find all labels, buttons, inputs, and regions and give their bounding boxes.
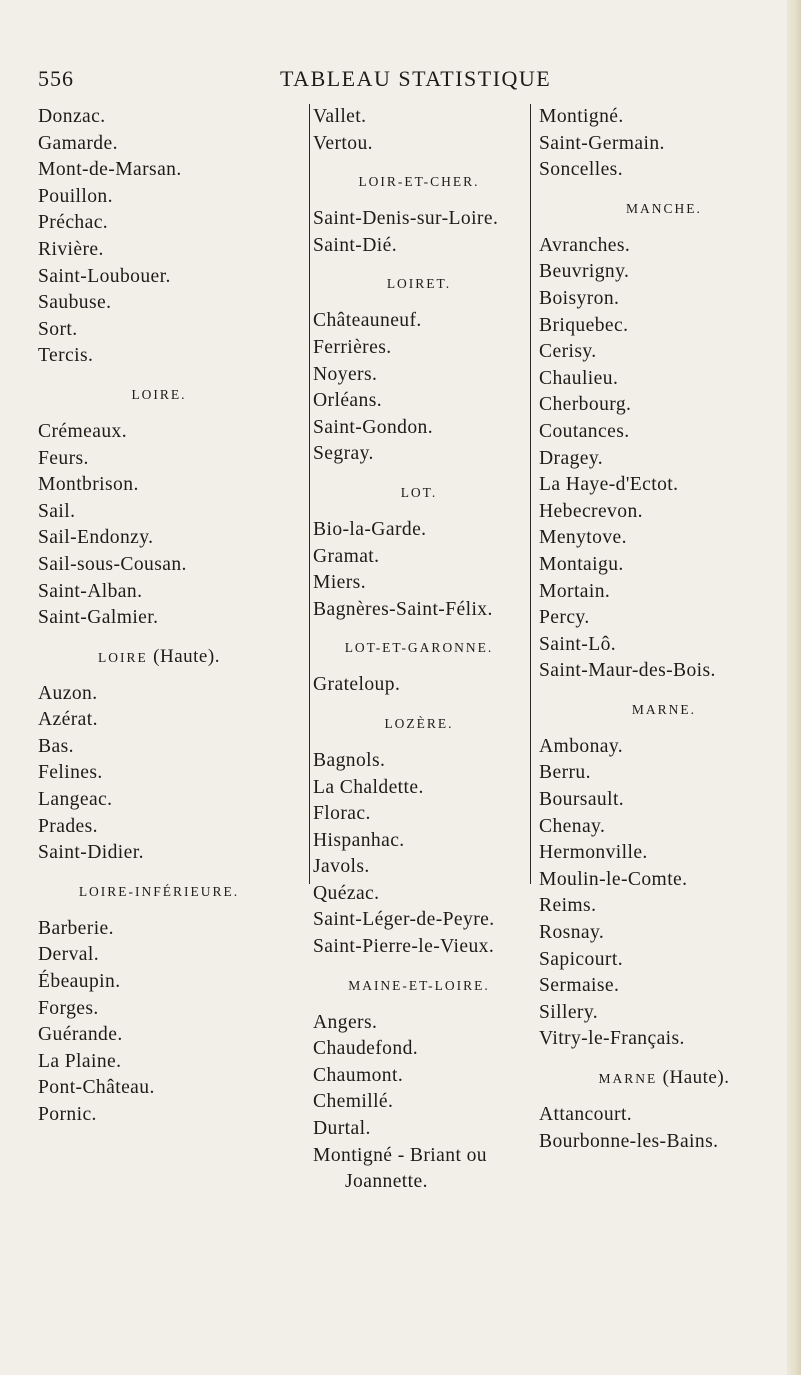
locality-entry: Saint-Dié. — [313, 234, 397, 256]
locality-entry: Ferrières. — [313, 336, 392, 358]
locality-entry: Bourbonne-les-Bains. — [539, 1130, 719, 1152]
locality-entry: La Haye-d'Ectot. — [539, 474, 679, 496]
department-heading — [539, 1053, 789, 1102]
locality-entry: Sapicourt. — [539, 948, 623, 970]
department-heading — [313, 468, 525, 517]
locality-entry: Sillery. — [539, 1001, 599, 1023]
column-2 — [313, 104, 525, 1196]
locality-entry: Orléans. — [313, 390, 383, 412]
locality-entry: Saint-Denis-sur-Loire. — [313, 208, 499, 230]
locality-entry: Gramat. — [313, 545, 380, 567]
locality-entry: Miers. — [313, 572, 367, 594]
locality-entry: Sail-sous-Cousan. — [38, 553, 187, 575]
locality-entry: Segray. — [313, 443, 374, 465]
department-heading — [38, 867, 300, 916]
department-name: LOZÈRE. — [384, 715, 454, 731]
locality-entry: Gamarde. — [38, 132, 118, 154]
locality-entry: Boursault. — [539, 789, 625, 811]
department-name: LOIRE-INFÉRIEURE. — [78, 883, 240, 899]
locality-entry: Montaigu. — [539, 553, 624, 575]
locality-entry: Saint-Maur-des-Bois. — [539, 660, 716, 682]
locality-entry: Tercis. — [38, 345, 94, 367]
locality-entry: La Chaldette. — [313, 776, 424, 798]
locality-entry: Bagnols. — [313, 749, 386, 771]
locality-entry: Soncelles. — [539, 159, 623, 181]
locality-entry: Mont-de-Marsan. — [38, 159, 182, 181]
locality-entry: Briquebec. — [539, 314, 629, 336]
locality-entry: Saint-Galmier. — [38, 607, 159, 629]
locality-entry: Vallet. — [313, 106, 367, 127]
locality-entry: Noyers. — [313, 363, 378, 385]
locality-entry: Rosnay. — [539, 922, 605, 944]
column-rule-left — [309, 104, 310, 884]
locality-entry: Bagnères-Saint-Félix. — [313, 598, 493, 620]
locality-entry: Boisyron. — [539, 287, 620, 309]
locality-entry: Chemillé. — [313, 1091, 394, 1113]
page-number: 556 — [38, 66, 74, 91]
locality-entry: Avranches. — [539, 234, 631, 256]
column-1 — [38, 104, 300, 1129]
locality-entry: Saint-Pierre-le-Vieux. — [313, 936, 495, 958]
column-rule-right — [530, 104, 531, 884]
locality-entry: Pouillon. — [38, 185, 113, 207]
locality-entry: Chenay. — [539, 815, 606, 837]
locality-entry: Bio-la-Garde. — [313, 518, 427, 540]
department-qualifier: (Haute). — [662, 1067, 730, 1088]
locality-entry: Préchac. — [38, 212, 109, 234]
department-name: LOIR-ET-CHER. — [358, 174, 480, 190]
locality-entry: Hispanhac. — [313, 829, 405, 851]
locality-entry: Sail-Endonzy. — [38, 527, 154, 549]
page-edge — [787, 0, 801, 1375]
locality-entry: Vertou. — [313, 132, 373, 154]
locality-entry: Montigné. — [539, 106, 624, 127]
locality-entry: Joannette. — [345, 1171, 428, 1193]
locality-entry: Grateloup. — [313, 674, 401, 696]
locality-entry: Sermaise. — [539, 975, 620, 997]
locality-entry: Saubuse. — [38, 292, 112, 314]
running-title: TABLEAU STATISTIQUE — [280, 66, 552, 91]
department-name: LOIRET. — [386, 276, 452, 292]
locality-entry: Hebecrevon. — [539, 500, 643, 522]
department-heading — [38, 370, 300, 419]
department-qualifier: (Haute). — [153, 645, 220, 667]
locality-entry: Azérat. — [38, 709, 98, 731]
locality-entry: Derval. — [38, 944, 100, 966]
locality-entry: Menytove. — [539, 527, 627, 549]
locality-entry: La Plaine. — [38, 1050, 122, 1072]
locality-entry: Forges. — [38, 997, 99, 1019]
locality-entry: Auzon. — [38, 682, 98, 704]
department-heading — [38, 632, 300, 681]
locality-entry: Bas. — [38, 735, 74, 757]
locality-entry: Barberie. — [38, 917, 114, 939]
locality-entry: Chaudefond. — [313, 1038, 419, 1060]
locality-entry: Saint-Léger-de-Peyre. — [313, 909, 495, 931]
department-heading — [539, 184, 789, 233]
locality-entry: Hermonville. — [539, 842, 648, 864]
locality-entry: Pont-Château. — [38, 1077, 155, 1099]
locality-entry: Rivière. — [38, 238, 104, 260]
locality-entry: Saint-Gondon. — [313, 416, 434, 438]
locality-entry: Montigné - Briant ou — [313, 1144, 487, 1166]
locality-entry: Saint-Didier. — [38, 842, 144, 864]
locality-entry: Cherbourg. — [539, 394, 632, 416]
department-heading — [313, 259, 525, 308]
department-name: MARNE. — [631, 701, 697, 717]
locality-entry: Ébeaupin. — [38, 971, 121, 993]
department-name: MANCHE. — [626, 200, 702, 216]
locality-entry: Moulin-le-Comte. — [539, 868, 688, 890]
locality-entry: Felines. — [38, 762, 103, 784]
locality-entry: Attancourt. — [539, 1104, 633, 1125]
locality-entry: Beuvrigny. — [539, 261, 630, 283]
locality-entry: Quézac. — [313, 882, 380, 904]
locality-entry: Berru. — [539, 762, 591, 784]
locality-entry: Angers. — [313, 1011, 378, 1033]
locality-entry: Saint-Germain. — [539, 132, 665, 154]
locality-entry: Pornic. — [38, 1104, 97, 1125]
locality-entry: Crémeaux. — [38, 420, 128, 442]
locality-entry: Durtal. — [313, 1118, 371, 1140]
locality-entry: Chaulieu. — [539, 367, 619, 389]
locality-entry: Saint-Alban. — [38, 580, 143, 602]
department-heading — [313, 157, 525, 206]
locality-entry: Montbrison. — [38, 474, 139, 496]
locality-entry: Sail. — [38, 500, 76, 522]
locality-entry: Ambonay. — [539, 735, 624, 757]
department-heading — [313, 623, 525, 672]
locality-entry: Saint-Loubouer. — [38, 265, 171, 287]
locality-entry: Percy. — [539, 607, 590, 629]
locality-entry: Sort. — [38, 318, 78, 340]
department-heading — [539, 685, 789, 734]
department-name: MAINE-ET-LOIRE. — [348, 977, 490, 993]
locality-entry: Mortain. — [539, 580, 611, 602]
locality-entry: Reims. — [539, 895, 597, 917]
locality-entry: Cerisy. — [539, 341, 597, 363]
locality-entry: Chaumont. — [313, 1064, 404, 1086]
department-name: MARNE — [598, 1071, 658, 1086]
department-name: LOT-ET-GARONNE. — [344, 640, 494, 656]
column-3 — [539, 104, 789, 1155]
department-name: LOT. — [400, 484, 438, 500]
locality-entry: Coutances. — [539, 420, 630, 442]
locality-entry: Châteauneuf. — [313, 310, 422, 332]
locality-entry: Guérande. — [38, 1024, 123, 1046]
locality-entry: Donzac. — [38, 106, 106, 127]
locality-entry: Vitry-le-Français. — [539, 1028, 685, 1050]
locality-entry: Feurs. — [38, 447, 89, 469]
locality-entry: Florac. — [313, 803, 371, 825]
locality-entry: Javols. — [313, 856, 370, 878]
locality-entry: Dragey. — [539, 447, 604, 469]
locality-entry: Saint-Lô. — [539, 633, 617, 655]
department-name: LOIRE — [98, 649, 148, 665]
department-heading — [313, 961, 525, 1010]
locality-entry: Prades. — [38, 815, 98, 837]
department-heading — [313, 699, 525, 748]
locality-entry: Langeac. — [38, 789, 113, 811]
department-name: LOIRE. — [131, 386, 187, 402]
